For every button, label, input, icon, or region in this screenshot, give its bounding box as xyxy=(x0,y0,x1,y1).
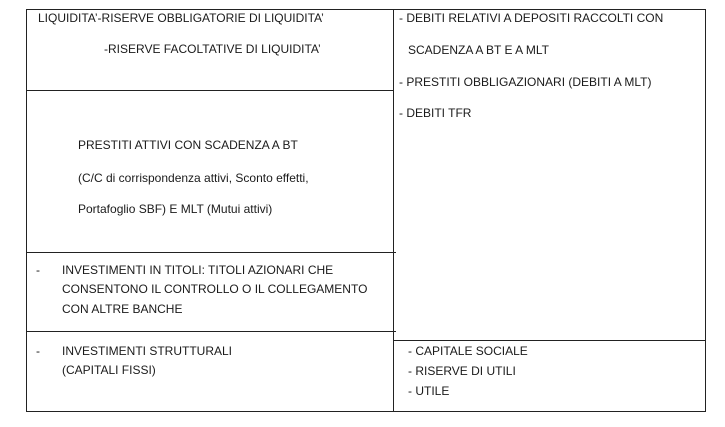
loans-line-3: Portafoglio SBF) E MLT (Mutui attivi) xyxy=(78,202,273,216)
row-divider-equity xyxy=(393,340,706,341)
liquidity-reserves-mandatory: LIQUIDITA’-RISERVE OBBLIGATORIE DI LIQUIDITA’ xyxy=(38,11,324,25)
column-divider xyxy=(393,10,394,411)
row-divider-liquidity xyxy=(27,90,393,91)
balance-sheet-table xyxy=(26,9,706,412)
fixed-line-1: INVESTIMENTI STRUTTURALI xyxy=(62,344,233,358)
equity-share-capital: - CAPITALE SOCIALE xyxy=(408,344,528,358)
equity-profit-reserves: - RISERVE DI UTILI xyxy=(408,364,516,378)
debts-bonds: - PRESTITI OBBLIGAZIONARI (DEBITI A MLT) xyxy=(399,75,652,89)
liquidity-reserves-optional: -RISERVE FACOLTATIVE DI LIQUIDITA’ xyxy=(104,42,321,56)
securities-line-1: INVESTIMENTI IN TITOLI: TITOLI AZIONARI CHE xyxy=(62,263,334,277)
fixed-line-2: (CAPITALI FISSI) xyxy=(62,363,156,377)
debts-tfr: - DEBITI TFR xyxy=(399,106,472,120)
equity-profit: - UTILE xyxy=(408,384,450,398)
loans-line-1: PRESTITI ATTIVI CON SCADENZA A BT xyxy=(78,138,298,152)
fixed-bullet: - xyxy=(36,344,40,358)
securities-bullet: - xyxy=(36,263,40,277)
debts-deposits-line-1: - DEBITI RELATIVI A DEPOSITI RACCOLTI CON xyxy=(399,11,664,25)
debts-deposits-line-2: SCADENZA A BT E A MLT xyxy=(408,43,549,57)
loans-line-2: (C/C di corrispondenza attivi, Sconto effetti, xyxy=(78,171,309,185)
securities-line-3: CON ALTRE BANCHE xyxy=(62,302,183,316)
row-divider-loans xyxy=(27,252,396,253)
row-divider-securities xyxy=(27,331,396,332)
securities-line-2: CONSENTONO IL CONTROLLO O IL COLLEGAMENTO xyxy=(62,282,368,296)
